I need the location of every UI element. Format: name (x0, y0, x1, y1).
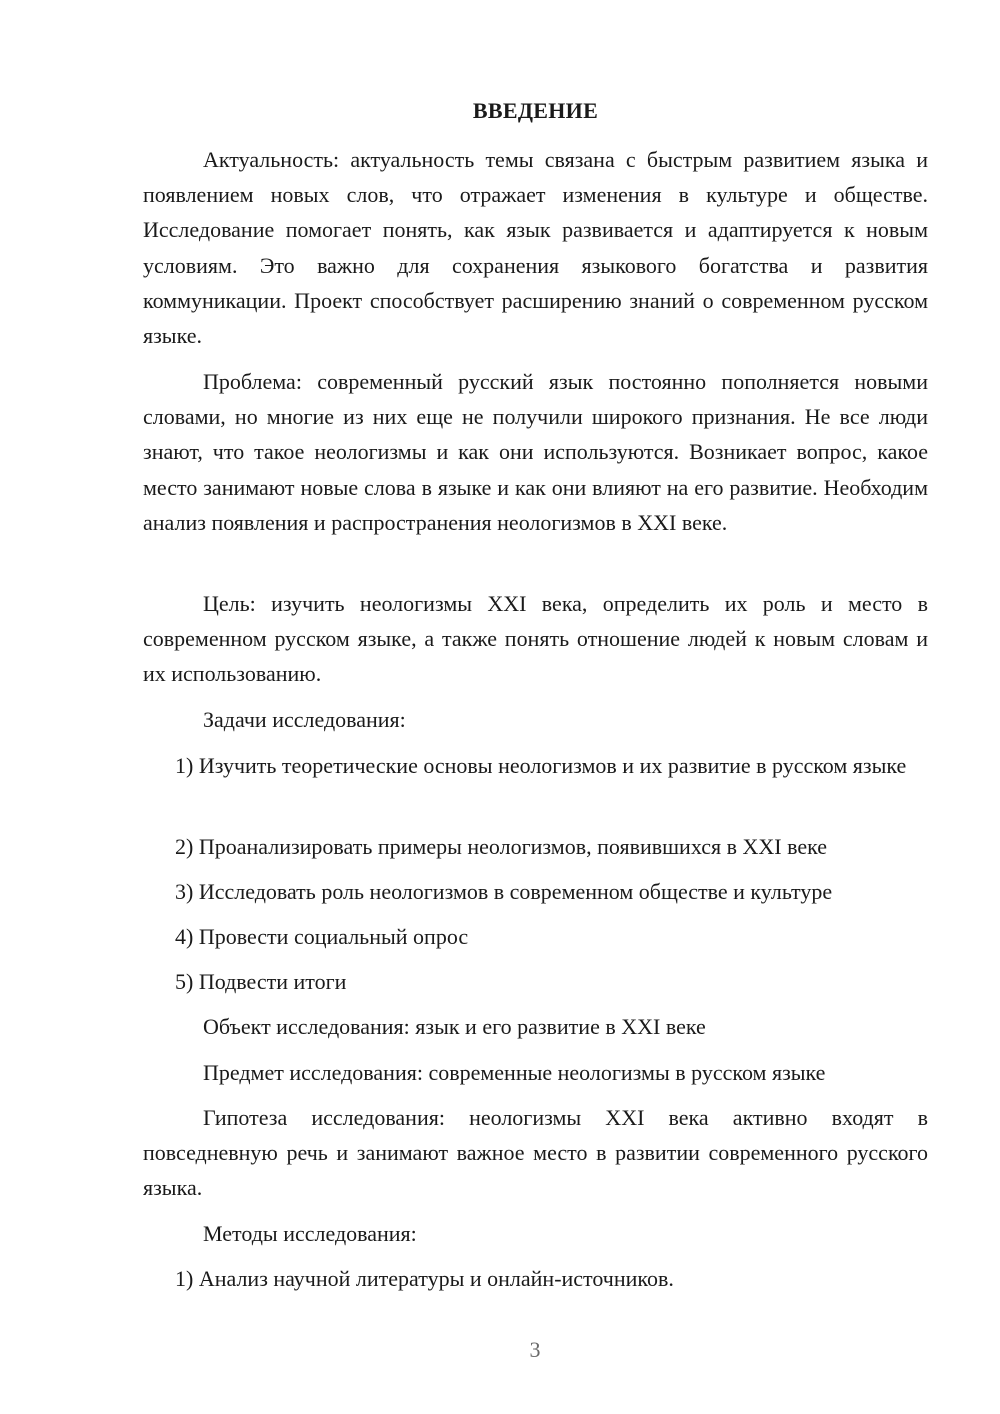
task-item-5: 5) Подвести итоги (175, 969, 347, 994)
research-object: Объект исследования: язык и его развитие в XXI веке (203, 1014, 706, 1039)
task-item-1: 1) Изучить теоретические основы неологизмов и их развитие в русском языке (175, 753, 907, 778)
paragraph-relevance: Актуальность: актуальность темы связана с быстрым развитием языка и появлением новых слов, что отражает изменения в культуре и обществе. Исследование помогает понять, как язык развивается и адаптируется к новым условиям. Это важно для сохранения языкового богатства и развития коммуникации. Проект способствует расширению знаний о современном русском языке. (143, 147, 928, 349)
research-hypothesis: Гипотеза исследования: неологизмы XXI века активно входят в повседневную речь и занимают важное место в развитии современного русского языка. (143, 1105, 928, 1201)
task-item-4: 4) Провести социальный опрос (175, 924, 469, 949)
research-subject: Предмет исследования: современные неологизмы в русском языке (203, 1060, 826, 1085)
methods-heading: Методы исследования: (203, 1221, 417, 1246)
page-title: ВВЕДЕНИЕ (472, 98, 599, 123)
method-item-1: 1) Анализ научной литературы и онлайн-источников. (175, 1266, 674, 1291)
task-item-3: 3) Исследовать роль неологизмов в современном обществе и культуре (175, 879, 833, 904)
task-item-2: 2) Проанализировать примеры неологизмов, появившихся в XXI веке (175, 834, 827, 859)
page-number: 3 (529, 1337, 541, 1362)
tasks-heading: Задачи исследования: (203, 707, 406, 732)
paragraph-goal: Цель: изучить неологизмы XXI века, определить их роль и место в современном русском языке, а также понять отношение людей к новым словам и их использованию. (143, 591, 928, 687)
paragraph-problem: Проблема: современный русский язык постоянно пополняется новыми словами, но многие из них еще не получили широкого признания. Не все люди знают, что такое неологизмы и как они используются. Возникает вопрос, какое место занимают новые слова в языке и как они влияют на его развитие. Необходим анализ появления и распространения неологизмов в XXI веке. (143, 369, 928, 535)
